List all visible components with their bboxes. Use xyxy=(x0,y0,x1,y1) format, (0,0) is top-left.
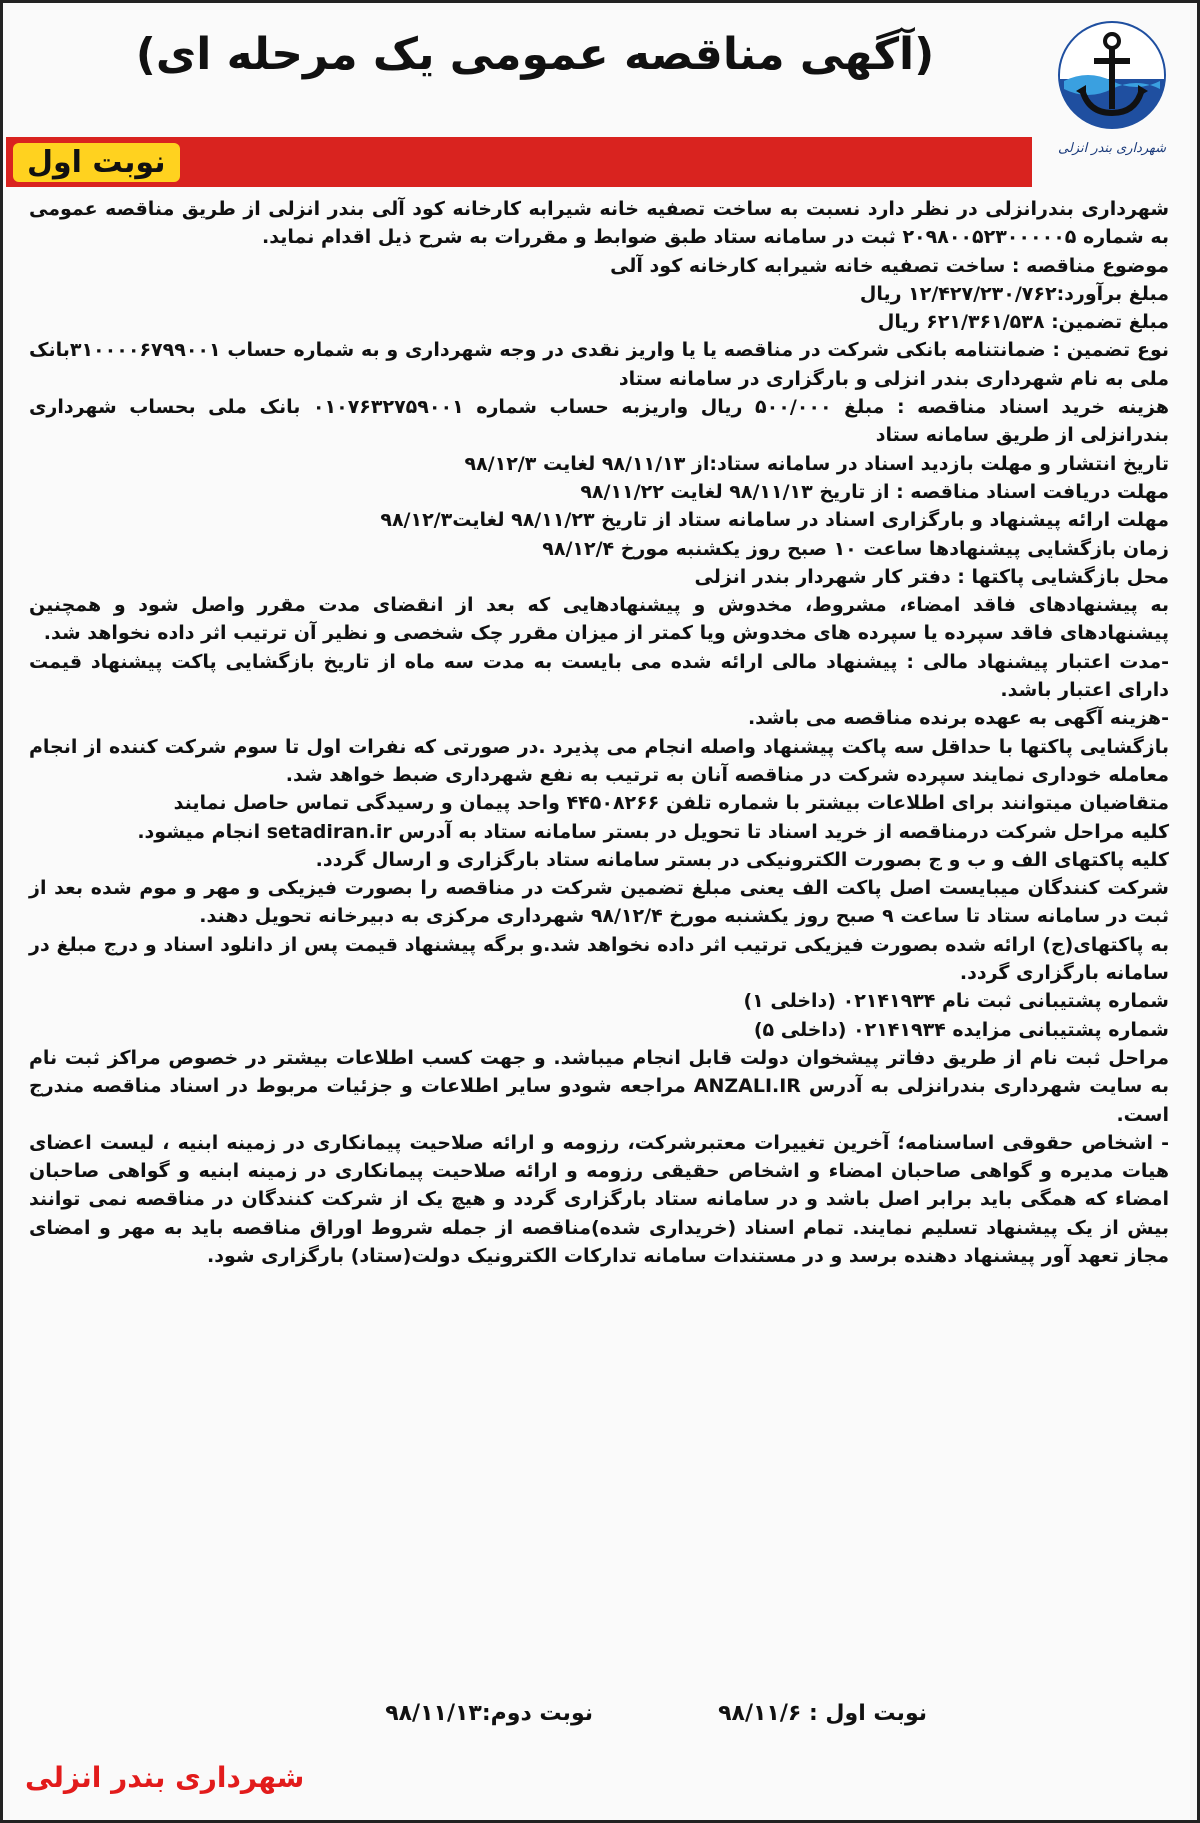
first-notice-date: نوبت اول : ۹۸/۱۱/۶ xyxy=(718,1701,927,1726)
paragraph: زمان بازگشایی پیشنهادها ساعت ۱۰ صبح روز یکشنبه مورخ ۹۸/۱۲/۴ xyxy=(542,537,1169,560)
paragraph: شرکت کنندگان میبایست اصل پاکت الف یعنی مبلغ تضمین شرکت در مناقصه را بصورت فیزیکی و مهر و موم شده بعد از ثبت در سامانه ستاد تا ساعت ۹ صبح روز یکشنبه مورخ ۹۸/۱۲/۴ شهرداری مرکزی به دبیرخانه تحویل دهند. xyxy=(29,877,1169,928)
municipality-logo xyxy=(1047,17,1177,162)
paragraph: تاریخ انتشار و مهلت بازدید اسناد در سامانه ستاد:از ۹۸/۱۱/۱۳ لغایت ۹۸/۱۲/۳ xyxy=(464,452,1169,475)
paragraph: محل بازگشایی پاکتها : دفتر کار شهردار بندر انزلی xyxy=(694,565,1169,588)
paragraph: هزینه خرید اسناد مناقصه : مبلغ ۵۰۰/۰۰۰ ریال واریزبه حساب شماره ۰۱۰۷۶۳۲۷۵۹۰۰۱ بانک ملی بحساب شهرداری بندرانزلی از طریق سامانه ستاد xyxy=(29,396,1170,447)
paragraph: متقاضیان میتوانند برای اطلاعات بیشتر با شماره تلفن ۴۴۵۰۸۲۶۶ واحد پیمان و رسیدگی تماس حاصل نمایند xyxy=(173,792,1169,815)
paragraph: شماره پشتیبانی ثبت نام ۰۲۱۴۱۹۳۴ (داخلی ۱) xyxy=(743,990,1169,1013)
page-title: (آگهی مناقصه عمومی یک مرحله ای) xyxy=(135,29,935,80)
anchor-emblem-icon xyxy=(1052,17,1172,135)
notice-round-badge: نوبت اول xyxy=(13,143,180,182)
paragraph: نوع تضمین : ضمانتنامه بانکی شرکت در مناقصه یا یا واریز نقدی در وجه شهرداری و به شماره حساب ۳۱۰۰۰۰۶۷۹۹۰۰۱بانک ملی به نام شهرداری بندر انزلی و بارگزاری در سامانه ستاد xyxy=(29,339,1169,390)
paragraph: شماره پشتیبانی مزایده ۰۲۱۴۱۹۳۴ (داخلی ۵) xyxy=(753,1018,1169,1041)
paragraph: مبلغ تضمین: ۶۲۱/۳۶۱/۵۳۸ ریال xyxy=(877,311,1169,334)
paragraph: به پاکتهای(ج) ارائه شده بصورت فیزیکی ترتیب اثر داده نخواهد شد.و برگه پیشنهاد قیمت پس از دانلود اسناد و درج مبلغ در سامانه بارگزاری گردد. xyxy=(29,933,1169,985)
footer xyxy=(3,1695,1197,1820)
paragraph: -مدت اعتبار پیشنهاد مالی : پیشنهاد مالی ارائه شده می بایست به مدت سه ماه از تاریخ بازگشایی پاکت پیشنهاد قیمت دارای اعتبار باشد. xyxy=(29,650,1169,702)
paragraph: شهرداری بندرانزلی در نظر دارد نسبت به ساخت تصفیه خانه شیرابه کارخانه کود آلی بندر انزلی از طریق مناقصه عمومی به شماره ۲۰۹۸۰۰۵۲۳۰۰۰۰۰۵ ثبت در سامانه ستاد طبق ضوابط و مقررات به شرح ذیل اقدام نماید. xyxy=(29,198,1169,249)
logo-caption: شهرداری بندر انزلی xyxy=(1057,141,1167,156)
paragraph: - اشخاص حقوقی اساسنامه؛ آخرین تغییرات معتبرشرکت، رزومه و ارائه صلاحیت پیمانکاری در زمینه ابنیه ، لیست اعضای هیات مدیره و گواهی صاحبان امضاء و اشخاص حقیقی رزومه و ارائه صلاحیت پیمانکاری در زمینه ابنیه و گواهی صاحبان امضاء که همگی باید برابر اصل باشد و در سامانه ستاد بارگزاری گردد و هیچ یک از شرکت کنندگان در مناقصه نمی توانند بیش از یک پیشنهاد تسلیم نمایند. تمام اسناد (خریداری شده)مناقصه از جمله شروط اوراق مناقصه باید به مهر و امضای مجاز تعهد آور پیشنهاد دهنده برسد و در مستندات سامانه تدارکات الکترونیک دولت(ستاد) بارگزاری شود. xyxy=(29,1131,1169,1267)
paragraph: بازگشایی پاکتها با حداقل سه پاکت پیشنهاد واصله انجام می پذیرد .در صورتی که نفرات اول تا سوم شرکت کننده از انجام معامله خوداری نمایند سپرده شرکت در مناقصه آنان به ترتیب به نفع شهرداری ضبط خواهد شد. xyxy=(29,735,1169,786)
paragraph: مهلت ارائه پیشنهاد و بارگزاری اسناد در سامانه ستاد از تاریخ ۹۸/۱۱/۲۳ لغایت۹۸/۱۲/۳ xyxy=(380,509,1169,532)
signature: شهرداری بندر انزلی xyxy=(25,1761,305,1794)
paragraph: موضوع مناقصه : ساخت تصفیه خانه شیرابه کارخانه کود آلی xyxy=(610,254,1169,277)
notice-body xyxy=(29,195,1169,1270)
header xyxy=(3,3,1197,180)
paragraph: کلیه مراحل شرکت درمناقصه از خرید اسناد تا تحویل در بستر سامانه ستاد به آدرس setadiran.ir انجام میشود. xyxy=(137,820,1169,843)
paragraph: کلیه پاکتهای الف و ب و ج بصورت الکترونیکی در بستر سامانه ستاد بارگزاری و ارسال گردد. xyxy=(315,848,1169,871)
second-notice-date: نوبت دوم:۹۸/۱۱/۱۳ xyxy=(385,1701,593,1726)
paragraph: به پیشنهادهای فاقد امضاء، مشروط، مخدوش و پیشنهادهایی که بعد از انقضای مدت مقرر واصل شود و همچنین پیشنهادهای فاقد سپرده یا سپرده های مخدوش ویا کمتر از میزان مقرر چک شخصی و نظیر آن ترتیب اثر داده نخواهد شد. xyxy=(29,594,1169,645)
paragraph: -هزینه آگهی به عهده برنده مناقصه می باشد. xyxy=(747,707,1169,730)
paragraph: مهلت دریافت اسناد مناقصه : از تاریخ ۹۸/۱۱/۱۳ لغایت ۹۸/۱۱/۲۲ xyxy=(580,480,1169,503)
paragraph: مراحل ثبت نام از طریق دفاتر پیشخوان دولت قابل انجام میباشد. و جهت کسب اطلاعات بیشتر در خصوص مراکز ثبت نام به سایت شهرداری بندرانزلی به آدرس ANZALI.IR مراجعه شودو سایر اطلاعات و جزئیات مربوط در اسناد مناقصه مندرج است. xyxy=(29,1046,1169,1126)
paragraph: مبلغ برآورد:۱۲/۴۲۷/۲۳۰/۷۶۲ ریال xyxy=(859,282,1169,305)
